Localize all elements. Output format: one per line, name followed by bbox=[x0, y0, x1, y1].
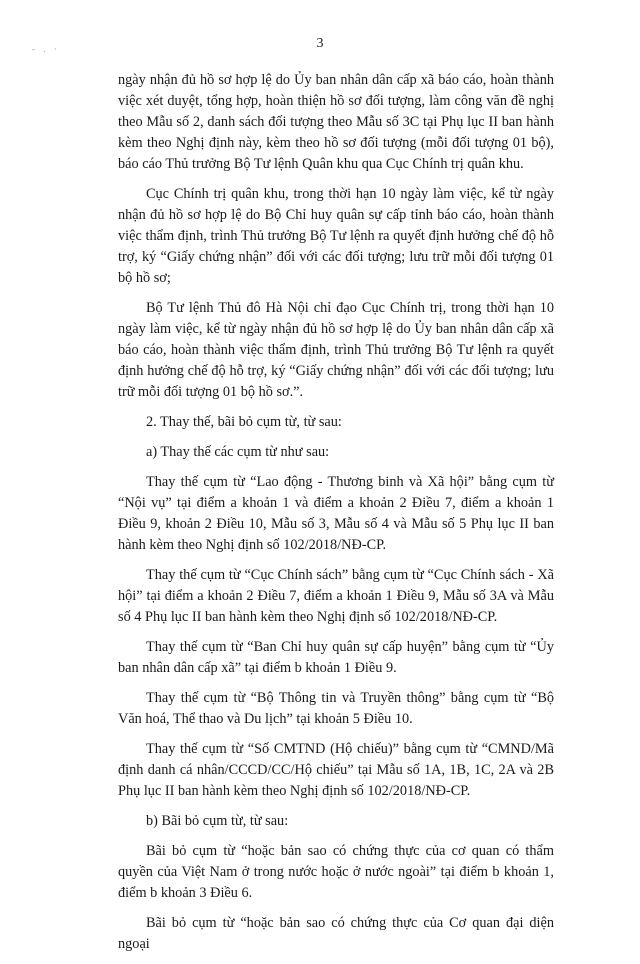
paragraph: ngày nhận đủ hồ sơ hợp lệ do Ủy ban nhân dân cấp xã báo cáo, hoàn thành việc xét duyệt, tổng hợp, hoàn thiện hồ sơ đối tượng, làm công văn đề nghị theo Mẫu số 2, danh sách đối tượng theo Mẫu số 3C tại Phụ lục II ban hành kèm theo Nghị định này, kèm theo hồ sơ đối tượng (mỗi đối tượng 01 bộ), báo cáo Thủ trưởng Bộ Tư lệnh Quân khu qua Cục Chính trị quân khu. bbox=[118, 72, 554, 172]
page-mark: - . · bbox=[32, 44, 60, 54]
subsection-heading: a) Thay thế các cụm từ như sau: bbox=[146, 444, 330, 460]
paragraph: Bộ Tư lệnh Thủ đô Hà Nội chỉ đạo Cục Chính trị, trong thời hạn 10 ngày làm việc, kể từ ngày nhận đủ hồ sơ hợp lệ do Ủy ban nhân dân cấp xã báo cáo, hoàn thành việc thẩm định, trình Thủ trưởng Bộ Tư lệnh ra quyết định hưởng chế độ hỗ trợ, ký “Giấy chứng nhận” đối với các đối tượng; lưu trữ mỗi đối tượng 01 bộ hồ sơ.”. bbox=[118, 300, 554, 400]
paragraph: Thay thế cụm từ “Bộ Thông tin và Truyền thông” bằng cụm từ “Bộ Văn hoá, Thể thao và Du lịch” tại khoản 5 Điều 10. bbox=[118, 690, 554, 727]
paragraph: Bãi bỏ cụm từ “hoặc bản sao có chứng thực của Cơ quan đại diện ngoại bbox=[118, 915, 554, 952]
paragraph: Thay thế cụm từ “Ban Chỉ huy quân sự cấp huyện” bằng cụm từ “Ủy ban nhân dân cấp xã” tại điểm b khoản 1 Điều 9. bbox=[118, 639, 554, 676]
paragraph: Thay thế cụm từ “Số CMTND (Hộ chiếu)” bằng cụm từ “CMND/Mã định danh cá nhân/CCCD/CC/Hộ chiếu” tại Mẫu số 1A, 1B, 1C, 2A và 2B Phụ lục II ban hành kèm theo Nghị định số 102/2018/NĐ-CP. bbox=[118, 741, 554, 799]
section-heading: 2. Thay thế, bãi bỏ cụm từ, từ sau: bbox=[146, 414, 342, 430]
subsection-heading: b) Bãi bỏ cụm từ, từ sau: bbox=[146, 813, 289, 829]
paragraph: Cục Chính trị quân khu, trong thời hạn 10 ngày làm việc, kể từ ngày nhận đủ hồ sơ hợp lệ do Bộ Chỉ huy quân sự cấp tỉnh báo cáo, hoàn thành việc thẩm định, trình Thủ trưởng Bộ Tư lệnh ra quyết định hưởng chế độ hỗ trợ, ký “Giấy chứng nhận” đối với các đối tượng; lưu trữ mỗi đối tượng 01 bộ hồ sơ; bbox=[118, 186, 554, 286]
paragraph: Thay thế cụm từ “Lao động - Thương binh và Xã hội” bằng cụm từ “Nội vụ” tại điểm a khoản 1 và điểm a khoản 2 Điều 7, điểm a khoản 1 Điều 9, khoản 2 Điều 10, Mẫu số 3, Mẫu số 4 và Mẫu số 5 Phụ lục II ban hành kèm theo Nghị định số 102/2018/NĐ-CP. bbox=[118, 474, 554, 553]
paragraph: Thay thế cụm từ “Cục Chính sách” bằng cụm từ “Cục Chính sách - Xã hội” tại điểm a khoản 2 Điều 7, điểm a khoản 1 Điều 9, Mẫu số 3A và Mẫu số 4 Phụ lục II ban hành kèm theo Nghị định số 102/2018/NĐ-CP. bbox=[118, 567, 554, 625]
page-number: 3 bbox=[316, 36, 324, 51]
paragraph: Bãi bỏ cụm từ “hoặc bản sao có chứng thực của cơ quan có thẩm quyền của Việt Nam ở trong nước hoặc ở nước ngoài” tại điểm b khoản 1, điểm b khoản 3 Điều 6. bbox=[118, 843, 554, 901]
document-body bbox=[118, 70, 554, 964]
